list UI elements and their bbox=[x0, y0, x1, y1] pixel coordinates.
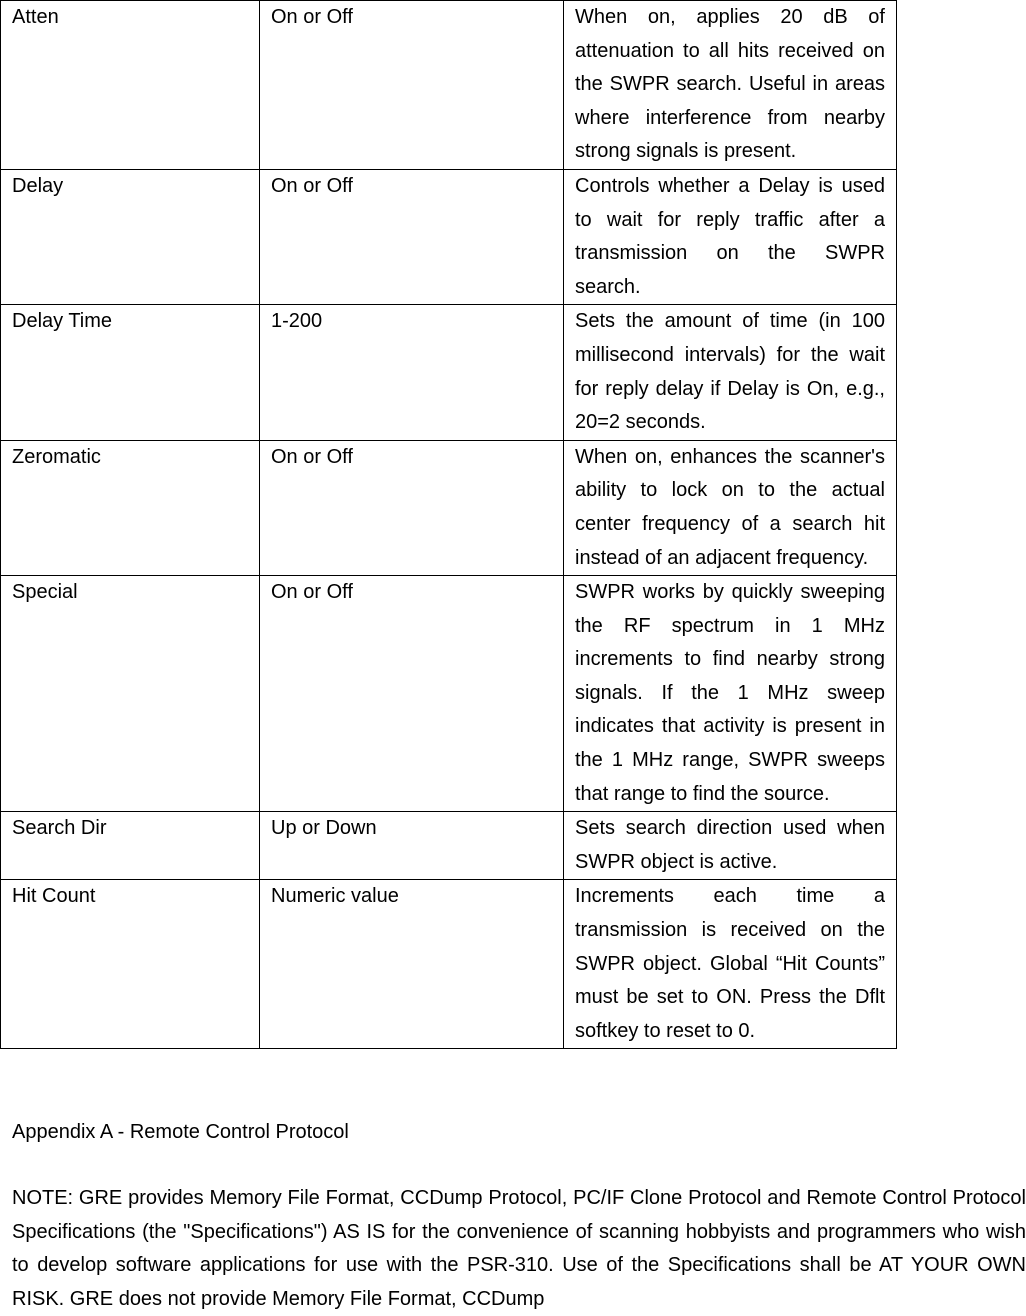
setting-values: On or Off bbox=[260, 440, 564, 575]
setting-name: Delay Time bbox=[1, 305, 260, 440]
table-row bbox=[1, 305, 897, 440]
setting-values: On or Off bbox=[260, 1, 564, 170]
setting-values: Numeric value bbox=[260, 880, 564, 1049]
setting-name: Search Dir bbox=[1, 812, 260, 880]
setting-description: Controls whether a Delay is used to wait for reply traffic after a transmission on the SWPR search. bbox=[564, 169, 897, 304]
note-paragraph: NOTE: GRE provides Memory File Format, CCDump Protocol, PC/IF Clone Protocol and Remote Control Protocol Specifications (the "Specifications") AS IS for the convenience of scanning hobbyists and programmers who wish to develop software applications for use with the PSR-310. Use of the Specifications shall be AT YOUR OWN RISK. GRE does not provide Memory File Format, CCDump bbox=[12, 1187, 1026, 1310]
table-row bbox=[1, 812, 897, 880]
setting-name: Hit Count bbox=[1, 880, 260, 1049]
setting-values: 1-200 bbox=[260, 305, 564, 440]
setting-values: On or Off bbox=[260, 576, 564, 812]
setting-description: Sets the amount of time (in 100 millisecond intervals) for the wait for reply delay if Delay is On, e.g., 20=2 seconds. bbox=[564, 305, 897, 440]
setting-description: SWPR works by quickly sweeping the RF spectrum in 1 MHz increments to find nearby strong signals. If the 1 MHz sweep indicates that activity is present in the 1 MHz range, SWPR sweeps that range to find the source. bbox=[564, 576, 897, 812]
table-row bbox=[1, 1, 897, 170]
appendix-title: Appendix A - Remote Control Protocol bbox=[12, 1121, 349, 1143]
table-row bbox=[1, 880, 897, 1049]
table-row bbox=[1, 576, 897, 812]
setting-name: Delay bbox=[1, 169, 260, 304]
setting-name: Zeromatic bbox=[1, 440, 260, 575]
setting-description: When on, enhances the scanner's ability to lock on to the actual center frequency of a search hit instead of an adjacent frequency. bbox=[564, 440, 897, 575]
setting-description: When on, applies 20 dB of attenuation to all hits received on the SWPR search. Useful in areas where interference from nearby strong signals is present. bbox=[564, 1, 897, 170]
setting-values: On or Off bbox=[260, 169, 564, 304]
table-row bbox=[1, 440, 897, 575]
setting-values: Up or Down bbox=[260, 812, 564, 880]
table-row bbox=[1, 169, 897, 304]
setting-name: Special bbox=[1, 576, 260, 812]
setting-description: Sets search direction used when SWPR object is active. bbox=[564, 812, 897, 880]
setting-name: Atten bbox=[1, 1, 260, 170]
setting-description: Increments each time a transmission is received on the SWPR object. Global “Hit Counts” must be set to ON. Press the Dflt softkey to reset to 0. bbox=[564, 880, 897, 1049]
